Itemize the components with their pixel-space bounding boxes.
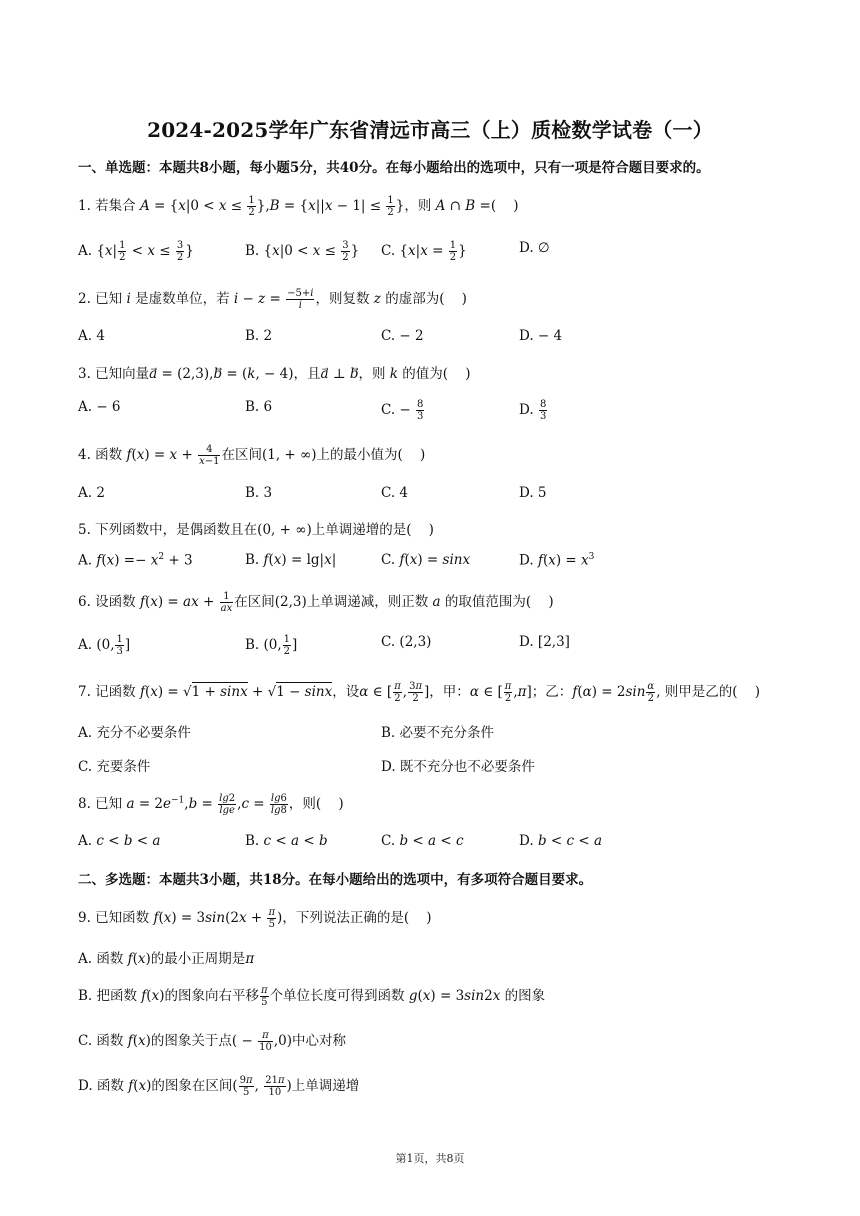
question-7-options-row1 <box>78 721 798 743</box>
option-a: A. {x| $\frac{1}{2}$ < x ≤ $\frac{3}{2}$ } <box>78 240 194 263</box>
question-8-options <box>78 833 798 855</box>
question-3-options <box>78 399 798 421</box>
question-9-option-d: D. 函数 f(x)的图象在区间( $\frac{9\pi}{5}$ , $\frac{21\pi}{10}$ )上单调递增 <box>78 1075 360 1098</box>
option-a: A. − 6 <box>78 399 121 415</box>
question-2-stem: 2. 已知 i 是虚数单位，若 i − z = $\frac{-5+i}{i}$ ，则复数 z 的虚部为( ) <box>78 288 467 311</box>
question-6-options <box>78 634 798 656</box>
page-footer: 第1页，共8页 <box>395 1152 465 1165</box>
option-a: A. 4 <box>78 328 105 344</box>
option-a: A. $f(x) =- x^2 + 3$ <box>78 552 193 569</box>
option-d: D. 既不充分也不必要条件 <box>381 759 535 775</box>
question-5-options <box>78 552 798 574</box>
option-b: B. 3 <box>245 485 273 501</box>
option-d: D. b < c < a <box>519 833 603 849</box>
option-d: D. 5 <box>519 485 547 501</box>
option-b: B. f(x) = lg|x| <box>245 552 337 568</box>
question-9-option-c: C. 函数 f(x)的图象关于点( − $\frac{\pi}{10}$ ,0)中心对称 <box>78 1030 346 1053</box>
question-7-stem: 7. 记函数 f(x) = √1 + sinx + √1 − sinx，设α ∈ [ $\frac{\pi}{2}$ , $\frac{3\pi}{2}$ ]，甲：α ∈ [ $\frac{\pi}{2}$ ,π]；乙：f(α) = 2sin $\frac{\alpha}{2}$ , 则甲是乙的( ) <box>78 681 760 704</box>
option-b: B. (0, $\frac{1}{2}$ ] <box>245 634 298 657</box>
option-c: C. b < a < c <box>381 833 464 849</box>
option-a: A. c < b < a <box>78 833 161 849</box>
question-3-stem: 3. 已知向量a⃗ = (2,3),b⃗ = (k, − 4)，且a⃗ ⊥ b⃗，则 k 的值为( ) <box>78 366 471 382</box>
option-b: B. 6 <box>245 399 273 415</box>
question-9-stem: 9. 已知函数 f(x) = 3sin(2x + $\frac{\pi}{5}$ )，下列说法正确的是( ) <box>78 907 432 930</box>
option-c: C. 充要条件 <box>78 759 151 775</box>
option-b: B. {x|0 < x ≤ $\frac{3}{2}$ } <box>245 240 360 263</box>
question-6-stem: 6. 设函数 f(x) = ax + $\frac{1}{ax}$ 在区间(2,3)上单调递减，则正数 a 的取值范围为( ) <box>78 591 554 614</box>
question-8-stem: 8. 已知 $a = 2e^{-1},b$ = $\frac{\lg 2}{\lg e}$ ,c = $\frac{\lg 6}{\lg 8}$ ，则( ) <box>78 793 344 816</box>
option-a: A. 充分不必要条件 <box>78 725 191 741</box>
question-4-stem: 4. 函数 f(x) = x + $\frac{4}{x-1}$ 在区间(1, + ∞)上的最小值为( ) <box>78 444 426 467</box>
question-5-stem: 5. 下列函数中，是偶函数且在(0, + ∞)上单调递增的是( ) <box>78 522 434 538</box>
option-a: A. (0, $\frac{1}{3}$ ] <box>78 634 131 657</box>
question-1-options <box>78 240 798 262</box>
option-d: D. [2,3] <box>519 634 570 650</box>
option-c: C. − 2 <box>381 328 424 344</box>
question-7-options-row2 <box>78 755 798 777</box>
option-c: C. (2,3) <box>381 634 432 650</box>
question-4-options <box>78 485 798 507</box>
option-a: A. 2 <box>78 485 105 501</box>
question-9-option-b: B. 把函数 f(x)的图象向右平移 $\frac{\pi}{5}$ 个单位长度可得到函数 g(x) = 3sin2x 的图象 <box>78 985 546 1008</box>
option-b: B. 2 <box>245 328 273 344</box>
option-b: B. 必要不充分条件 <box>381 725 495 741</box>
option-d: D. ∅ <box>519 240 550 256</box>
question-9-option-a: A. 函数 f(x)的最小正周期是π <box>78 951 255 967</box>
option-d: D. $\frac{8}{3}$ <box>519 399 547 422</box>
page-title: 2024-2025学年广东省清远市高三（上）质检数学试卷（一） <box>147 118 713 142</box>
question-2-options <box>78 328 798 350</box>
option-c: C. 4 <box>381 485 409 501</box>
option-d: D. − 4 <box>519 328 563 344</box>
option-b: B. c < a < b <box>245 833 328 849</box>
section-heading-single-choice: 一、单选题：本题共8小题，每小题5分，共40分。在每小题给出的选项中，只有一项是符合题目要求的。 <box>78 160 710 176</box>
option-c: C. {x|x = $\frac{1}{2}$ } <box>381 240 467 263</box>
option-c: C. f(x) = sinx <box>381 552 471 568</box>
option-c: C. − $\frac{8}{3}$ <box>381 399 424 422</box>
question-1-stem: 1. 若集合 A = {x|0 < x ≤ $\frac{1}{2}$ },B = {x||x − 1| ≤ $\frac{1}{2}$ }，则 A ∩ B =( ) <box>78 195 519 218</box>
section-heading-multiple-choice: 二、多选题：本题共3小题，共18分。在每小题给出的选项中，有多项符合题目要求。 <box>78 872 593 888</box>
option-d: D. $f(x) = x^3$ <box>519 552 595 569</box>
